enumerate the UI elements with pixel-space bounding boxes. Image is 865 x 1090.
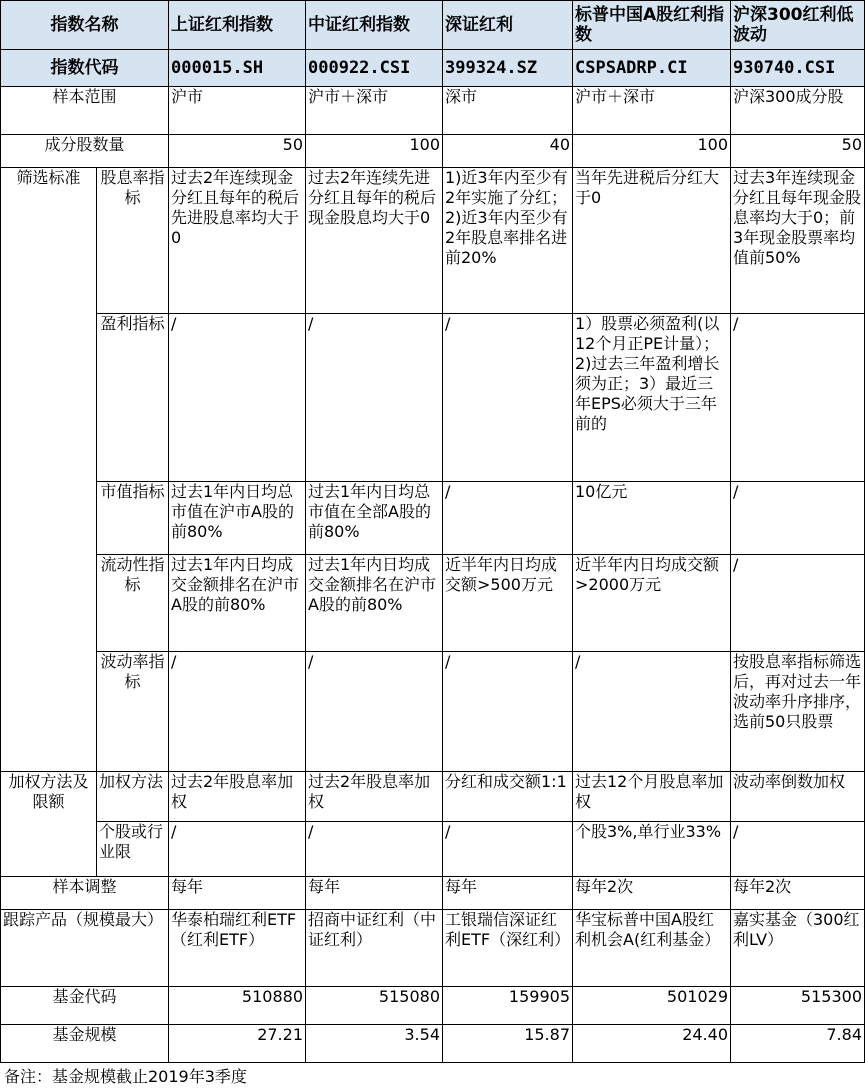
weighting-cell[interactable]: / xyxy=(731,822,865,877)
criteria-label[interactable]: 市值指标 xyxy=(97,482,169,555)
criteria-cell[interactable]: 1）股票必须盈利(以12个月正PE计量）；2)过去三年盈利增长须为正；3）最近三年EPS必须大于三年前的 xyxy=(573,314,731,482)
weighting-cell[interactable]: / xyxy=(306,822,443,877)
criteria-cell[interactable]: / xyxy=(306,314,443,482)
rebalance-cell[interactable]: 每年 xyxy=(169,877,306,910)
fund-size-label[interactable]: 基金规模 xyxy=(1,1025,169,1063)
index-name-cell[interactable]: 沪深300红利低波动 xyxy=(731,1,865,50)
rebalance-cell[interactable]: 每年 xyxy=(443,877,573,910)
criteria-cell[interactable]: 过去1年内日均总市值在全部A股的前80% xyxy=(306,482,443,555)
weighting-method-row xyxy=(1,772,865,822)
weighting-sub-label[interactable]: 加权方法 xyxy=(97,772,169,822)
fund-code-cell[interactable]: 515080 xyxy=(306,987,443,1025)
fund-code-label[interactable]: 基金代码 xyxy=(1,987,169,1025)
fund-size-row xyxy=(1,1025,865,1063)
criteria-cell[interactable]: 当年先进税后分红大于0 xyxy=(573,168,731,314)
fund-code-cell[interactable]: 501029 xyxy=(573,987,731,1025)
rebalance-cell[interactable]: 每年 xyxy=(306,877,443,910)
criteria-cell[interactable]: 按股息率指标筛选后，再对过去一年波动率升序排序，选前50只股票 xyxy=(731,652,865,772)
criteria-cell[interactable]: 近半年内日均成交额>2000万元 xyxy=(573,555,731,652)
criteria-cell[interactable]: 过去2年连续先进分红且每年的税后现金股息均大于0 xyxy=(306,168,443,314)
index-name-cell[interactable]: 上证红利指数 xyxy=(169,1,306,50)
constituent-count-cell[interactable]: 40 xyxy=(443,135,573,168)
index-code-cell[interactable]: 000015.SH xyxy=(169,50,306,87)
criteria-label[interactable]: 盈利指标 xyxy=(97,314,169,482)
constituent-count-row xyxy=(1,135,865,168)
criteria-row-liquidity xyxy=(1,555,865,652)
index-name-cell[interactable]: 深证红利 xyxy=(443,1,573,50)
sample-scope-cell[interactable]: 深市 xyxy=(443,87,573,135)
weighting-label[interactable]: 加权方法及限额 xyxy=(1,772,97,877)
criteria-cell[interactable]: / xyxy=(731,314,865,482)
sample-scope-cell[interactable]: 沪市＋深市 xyxy=(306,87,443,135)
fund-size-cell[interactable]: 7.84 xyxy=(731,1025,865,1063)
tracking-product-row xyxy=(1,910,865,987)
weighting-cell[interactable]: 过去2年股息率加权 xyxy=(306,772,443,822)
constituent-count-cell[interactable]: 50 xyxy=(731,135,865,168)
index-name-cell[interactable]: 标普中国A股红利指数 xyxy=(573,1,731,50)
weighting-cell[interactable]: / xyxy=(169,822,306,877)
criteria-cell[interactable]: / xyxy=(573,652,731,772)
rebalance-row xyxy=(1,877,865,910)
weighting-cell[interactable]: 波动率倒数加权 xyxy=(731,772,865,822)
criteria-cell[interactable]: / xyxy=(443,652,573,772)
rebalance-cell[interactable]: 每年2次 xyxy=(573,877,731,910)
tracking-product-cell[interactable]: 工银瑞信深证红利ETF（深红利） xyxy=(443,910,573,987)
sample-scope-row xyxy=(1,87,865,135)
fund-code-cell[interactable]: 510880 xyxy=(169,987,306,1025)
weighting-cell[interactable]: 过去2年股息率加权 xyxy=(169,772,306,822)
index-code-cell[interactable]: CSPSADRP.CI xyxy=(573,50,731,87)
weighting-cell[interactable]: 个股3%,单行业33% xyxy=(573,822,731,877)
fund-code-row xyxy=(1,987,865,1025)
criteria-cell[interactable]: 过去3年连续现金分红且每年现金股息率均大于0；前3年现金股票率均值前50% xyxy=(731,168,865,314)
constituent-count-cell[interactable]: 50 xyxy=(169,135,306,168)
criteria-cell[interactable]: / xyxy=(169,314,306,482)
weighting-cell[interactable]: / xyxy=(443,822,573,877)
weighting-sub-label[interactable]: 个股或行业限 xyxy=(97,822,169,877)
criteria-cell[interactable]: 1)近3年内至少有2年实施了分红；2)近3年内至少有2年股息率排名进前20% xyxy=(443,168,573,314)
index-code-cell[interactable]: 000922.CSI xyxy=(306,50,443,87)
tracking-product-label[interactable]: 跟踪产品（规模最大） xyxy=(1,910,169,987)
index-code-cell[interactable]: 399324.SZ xyxy=(443,50,573,87)
rebalance-label[interactable]: 样本调整 xyxy=(1,877,169,910)
fund-size-cell[interactable]: 3.54 xyxy=(306,1025,443,1063)
screening-label[interactable]: 筛选标准 xyxy=(1,168,97,772)
header-label[interactable]: 指数名称 xyxy=(1,1,169,50)
criteria-cell[interactable]: / xyxy=(306,652,443,772)
tracking-product-cell[interactable]: 华宝标普中国A股红利机会A(红利基金） xyxy=(573,910,731,987)
header-row xyxy=(1,1,865,50)
criteria-label[interactable]: 流动性指标 xyxy=(97,555,169,652)
rebalance-cell[interactable]: 每年2次 xyxy=(731,877,865,910)
sample-scope-cell[interactable]: 沪市 xyxy=(169,87,306,135)
criteria-cell[interactable]: / xyxy=(169,652,306,772)
fund-size-cell[interactable]: 15.87 xyxy=(443,1025,573,1063)
fund-code-cell[interactable]: 515300 xyxy=(731,987,865,1025)
criteria-row-market-cap xyxy=(1,482,865,555)
criteria-cell[interactable]: / xyxy=(443,482,573,555)
criteria-label[interactable]: 股息率指标 xyxy=(97,168,169,314)
tracking-product-cell[interactable]: 嘉实基金（300红利LV） xyxy=(731,910,865,987)
criteria-cell[interactable]: 10亿元 xyxy=(573,482,731,555)
constituent-count-label[interactable]: 成分股数量 xyxy=(1,135,169,168)
index-code-cell[interactable]: 930740.CSI xyxy=(731,50,865,87)
criteria-row-profitability xyxy=(1,314,865,482)
weighting-cell[interactable]: 过去12个月股息率加权 xyxy=(573,772,731,822)
criteria-cell[interactable]: 过去1年内日均成交金额排名在沪市A股的前80% xyxy=(306,555,443,652)
fund-size-cell[interactable]: 27.21 xyxy=(169,1025,306,1063)
criteria-row-dividend-yield xyxy=(1,168,865,314)
fund-size-cell[interactable]: 24.40 xyxy=(573,1025,731,1063)
criteria-cell[interactable]: 过去2年连续现金分红且每年的税后先进股息率均大于0 xyxy=(169,168,306,314)
fund-code-cell[interactable]: 159905 xyxy=(443,987,573,1025)
criteria-cell[interactable]: 近半年内日均成交额>500万元 xyxy=(443,555,573,652)
weighting-cell[interactable]: 分红和成交额1:1 xyxy=(443,772,573,822)
criteria-label[interactable]: 波动率指标 xyxy=(97,652,169,772)
tracking-product-cell[interactable]: 华泰柏瑞红利ETF（红利ETF） xyxy=(169,910,306,987)
footnote: 备注：基金规模截止2019年3季度 xyxy=(4,1067,247,1086)
tracking-product-cell[interactable]: 招商中证红利（中证红利） xyxy=(306,910,443,987)
criteria-cell[interactable]: 过去1年内日均成交金额排名在沪市A股的前80% xyxy=(169,555,306,652)
sample-scope-label[interactable]: 样本范围 xyxy=(1,87,169,135)
index-name-cell[interactable]: 中证红利指数 xyxy=(306,1,443,50)
criteria-cell[interactable]: 过去1年内日均总市值在沪市A股的前80% xyxy=(169,482,306,555)
constituent-count-cell[interactable]: 100 xyxy=(573,135,731,168)
criteria-row-volatility xyxy=(1,652,865,772)
sample-scope-cell[interactable]: 沪深300成分股 xyxy=(731,87,865,135)
index-code-row xyxy=(1,50,865,87)
constituent-count-cell[interactable]: 100 xyxy=(306,135,443,168)
sample-scope-cell[interactable]: 沪市＋深市 xyxy=(573,87,731,135)
criteria-cell[interactable]: / xyxy=(731,555,865,652)
criteria-cell[interactable]: / xyxy=(443,314,573,482)
criteria-cell[interactable]: / xyxy=(731,482,865,555)
weight-limit-row xyxy=(1,822,865,877)
index-code-label[interactable]: 指数代码 xyxy=(1,50,169,87)
